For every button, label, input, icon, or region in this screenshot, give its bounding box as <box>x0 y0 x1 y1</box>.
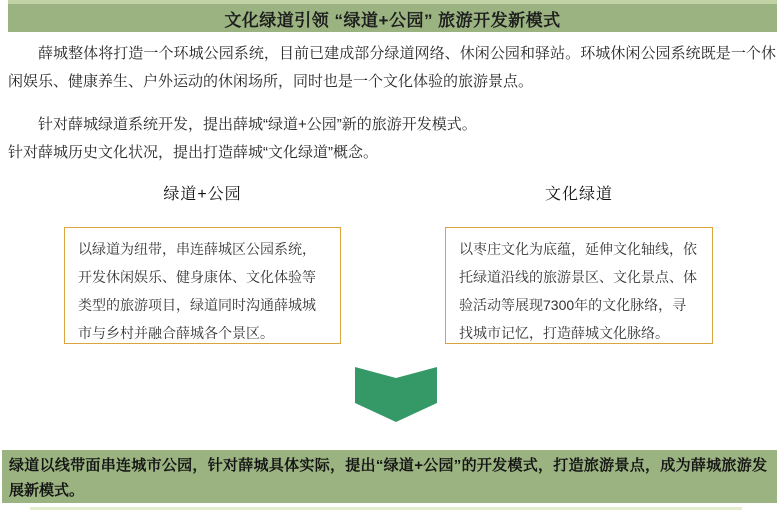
conclusion-text: 绿道以线带面串连城市公园，针对薛城具体实际，提出“绿道+公园”的开发模式，打造旅游景点，成为薛城旅游发展新模式。 <box>9 457 767 499</box>
text-box-greenway-park <box>64 227 341 344</box>
chevron-down-icon <box>355 367 437 422</box>
page-title: 文化绿道引领 “绿道+公园” 旅游开发新模式 <box>224 10 561 30</box>
column-heading-greenway-park: 绿道+公园 <box>163 186 242 203</box>
text-box-greenway-park-body: 以绿道为纽带，串连薛城区公园系统，开发休闲娱乐、健身康体、文化体验等类型的旅游项目，绿道同时沟通薛城城市与乡村并融合薛城各个景区。 <box>78 241 316 341</box>
conclusion-bar <box>2 450 777 503</box>
text-box-culture-greenway-body: 以枣庄文化为底蕴，延伸文化轴线，依托绿道沿线的旅游景区、文化景点、体验活动等展现7300年的文化脉络，寻找城市记忆，打造薛城文化脉络。 <box>459 241 697 341</box>
intro-paragraph-2: 针对薛城绿道系统开发，提出薛城“绿道+公园”新的旅游开发模式。 <box>38 116 477 133</box>
intro-paragraph-3: 针对薛城历史文化状况，提出打造薛城“文化绿道”概念。 <box>8 144 378 161</box>
title-bar <box>8 0 777 32</box>
column-heading-culture-greenway: 文化绿道 <box>544 186 613 203</box>
text-box-culture-greenway <box>445 227 713 344</box>
intro-paragraph-1: 薛城整体将打造一个环城公园系统，目前已建成部分绿道网络、休闲公园和驿站。环城休闲公园系统既是一个休闲娱乐、健康养生、户外运动的休闲场所，同时也是一个文化体验的旅游景点。 <box>8 45 776 90</box>
